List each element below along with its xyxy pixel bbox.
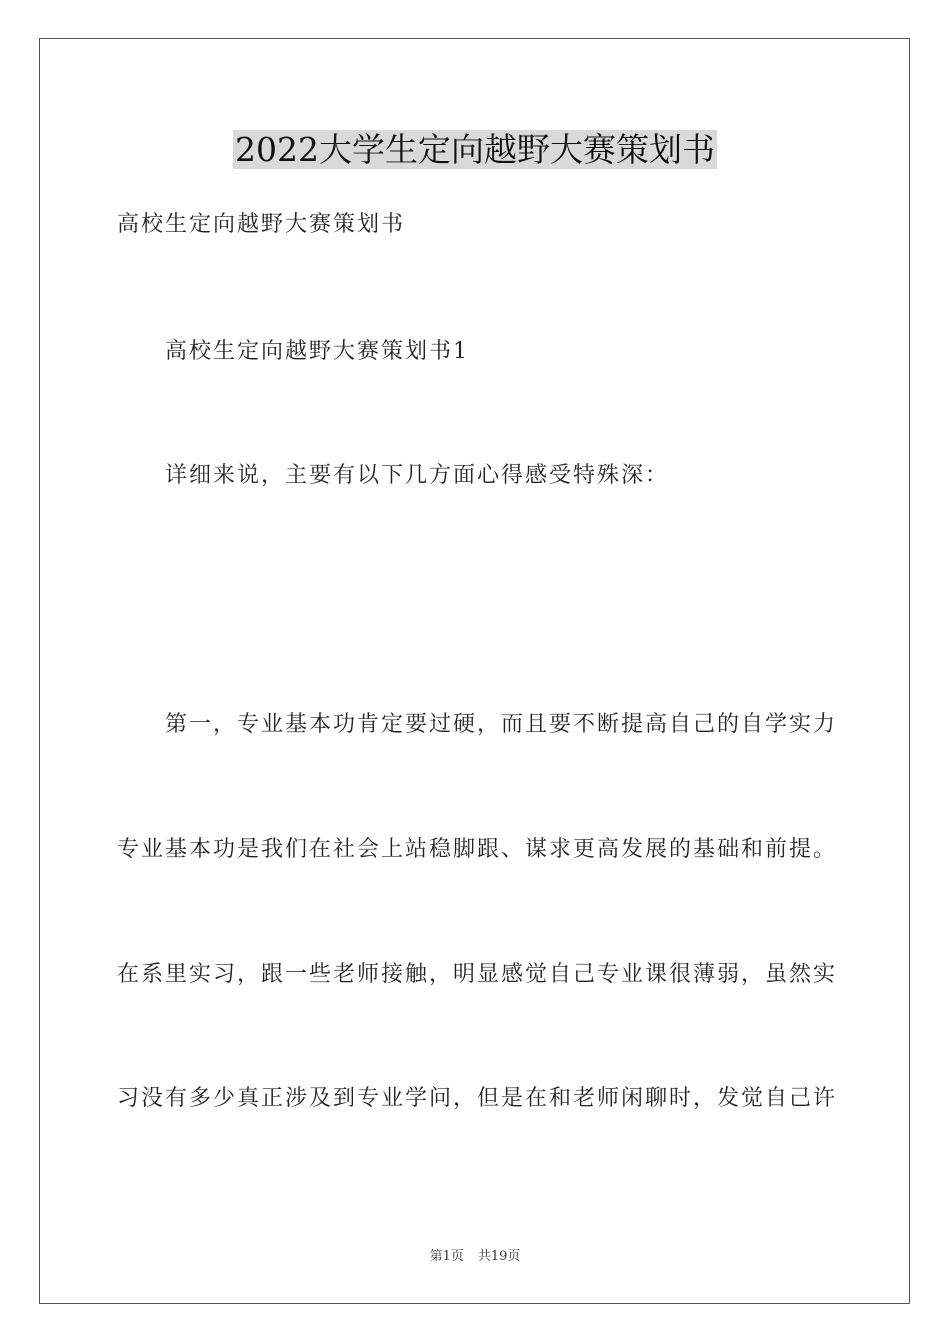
- paragraph-line-4: 在系里实习，跟一些老师接触，明显感觉自己专业课很薄弱，虽然实: [117, 962, 838, 987]
- paragraph-line-3: 专业基本功是我们在社会上站稳脚跟、谋求更高发展的基础和前提。: [117, 837, 838, 862]
- subtitle-line: 高校生定向越野大赛策划书: [117, 212, 406, 237]
- document-title-text: 2022大学生定向越野大赛策划书: [235, 130, 715, 169]
- paragraph-line-2: 第一，专业基本功肯定要过硬，而且要不断提高自己的自学实力: [165, 712, 838, 737]
- page-total: 共19页: [477, 1249, 521, 1264]
- section-heading: 高校生定向越野大赛策划书1: [165, 339, 469, 364]
- paragraph-line-5: 习没有多少真正涉及到专业学问，但是在和老师闲聊时，发觉自己许: [117, 1086, 838, 1111]
- page-number: 第1页: [429, 1249, 464, 1264]
- document-title: [0, 128, 950, 172]
- page-footer: [0, 1248, 950, 1266]
- paragraph-line-1: 详细来说，主要有以下几方面心得感受特殊深：: [165, 463, 670, 488]
